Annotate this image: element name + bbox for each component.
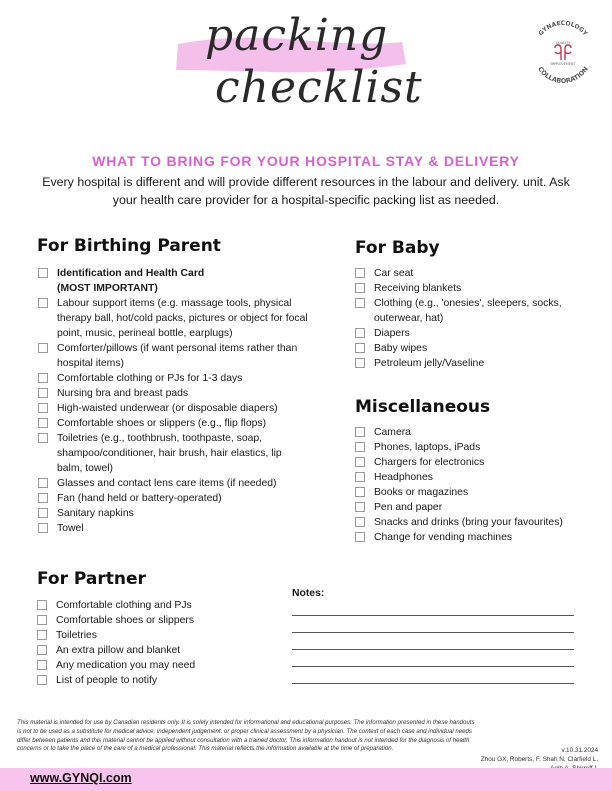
logo-small-top: QUALITY bbox=[555, 41, 571, 45]
item-label: Comfortable clothing or PJs for 1-3 days bbox=[57, 373, 243, 384]
checklist-item bbox=[355, 266, 580, 281]
checklist-item bbox=[355, 281, 580, 296]
title-line-2: checklist bbox=[215, 62, 423, 113]
item-label: Fan (hand held or battery-operated) bbox=[57, 493, 222, 504]
checklist-item bbox=[355, 485, 580, 500]
checkbox[interactable] bbox=[37, 600, 47, 610]
checklist-item bbox=[355, 326, 580, 341]
miscellaneous-list bbox=[355, 425, 580, 545]
checkbox[interactable] bbox=[355, 283, 365, 293]
checklist-item bbox=[38, 386, 308, 401]
checkbox[interactable] bbox=[355, 457, 365, 467]
checklist-item bbox=[38, 476, 308, 491]
checklist-item bbox=[37, 673, 277, 688]
checklist-item bbox=[355, 425, 580, 440]
baby-list bbox=[355, 266, 580, 371]
checkbox[interactable] bbox=[355, 343, 365, 353]
baby-heading: For Baby bbox=[355, 238, 440, 258]
checkbox[interactable] bbox=[355, 442, 365, 452]
item-label: Change for vending machines bbox=[374, 532, 513, 543]
notes-line[interactable] bbox=[292, 666, 574, 667]
checklist-item bbox=[38, 296, 308, 341]
checkbox[interactable] bbox=[355, 298, 365, 308]
checkbox[interactable] bbox=[355, 532, 365, 542]
intro-text: Every hospital is different and will provide different resources in the labour and delivery. unit. Ask your health care provider for a hospital-specific packing list as needed. bbox=[42, 175, 570, 207]
checklist-item bbox=[355, 500, 580, 515]
version-label: v.10.31.2024 bbox=[561, 747, 598, 754]
birthing-parent-heading: For Birthing Parent bbox=[37, 236, 221, 256]
checklist-item bbox=[38, 506, 308, 521]
checkbox[interactable] bbox=[355, 328, 365, 338]
item-label: Glasses and contact lens care items (if needed) bbox=[57, 478, 277, 489]
gynqi-logo bbox=[528, 14, 598, 94]
item-sublabel: (MOST IMPORTANT) bbox=[57, 283, 158, 294]
checklist-item bbox=[38, 491, 308, 506]
checklist-item bbox=[37, 643, 277, 658]
checklist-item bbox=[355, 455, 580, 470]
checklist-item bbox=[355, 440, 580, 455]
logo-small-bottom: IMPROVEMENT bbox=[550, 62, 576, 66]
checkbox[interactable] bbox=[355, 268, 365, 278]
item-label: Towel bbox=[57, 523, 84, 534]
checkbox[interactable] bbox=[38, 343, 48, 353]
item-label: Pen and paper bbox=[374, 502, 443, 513]
logo-top-text: GYNAECOLOGY bbox=[537, 19, 589, 38]
notes-label: Notes: bbox=[292, 588, 325, 599]
checklist-item bbox=[38, 371, 308, 386]
item-label: Snacks and drinks (bring your favourites) bbox=[374, 517, 563, 528]
website-link[interactable]: www.GYNQI.com bbox=[30, 771, 132, 785]
item-label: Clothing (e.g., 'onesies', sleepers, socks, outerwear, hat) bbox=[374, 298, 562, 324]
checklist-item bbox=[37, 658, 277, 673]
checkbox[interactable] bbox=[37, 645, 47, 655]
checkbox[interactable] bbox=[38, 493, 48, 503]
item-label: Car seat bbox=[374, 268, 414, 279]
item-label: Chargers for electronics bbox=[374, 457, 485, 468]
notes-line[interactable] bbox=[292, 649, 574, 650]
checkbox[interactable] bbox=[38, 298, 48, 308]
checkbox[interactable] bbox=[37, 630, 47, 640]
disclaimer-text: This material is intended for use by Canadian residents only. It is solely intended for informational and educational purposes. The information presented in these handouts is not to be used as a substitute for medical advice, independent judgement, or proper clinical assessment by a physician. The context of each case and individual needs differ between patients and this material cannot be applied without consultation with a trained doctor. This information handout is not intended for the diagnosis of health concerns or to take the place of the care of a medical professional. This material reflects the information available at the time of preparation. bbox=[17, 719, 475, 753]
checkbox[interactable] bbox=[355, 502, 365, 512]
checkbox[interactable] bbox=[355, 427, 365, 437]
checkbox[interactable] bbox=[355, 358, 365, 368]
checkbox[interactable] bbox=[38, 403, 48, 413]
checkbox[interactable] bbox=[38, 508, 48, 518]
checklist-item bbox=[355, 470, 580, 485]
checklist-item bbox=[38, 521, 308, 536]
item-label: Comfortable shoes or slippers bbox=[56, 615, 195, 626]
partner-list bbox=[37, 598, 277, 688]
checkbox[interactable] bbox=[38, 523, 48, 533]
checklist-item bbox=[37, 628, 277, 643]
item-label: Sanitary napkins bbox=[57, 508, 134, 519]
item-label: High-waisted underwear (or disposable diapers) bbox=[57, 403, 278, 414]
checklist-item bbox=[38, 341, 308, 371]
logo-bottom-text: COLLABORATION bbox=[536, 65, 590, 86]
checklist-item bbox=[38, 401, 308, 416]
item-label: Diapers bbox=[374, 328, 410, 339]
item-label: Camera bbox=[374, 427, 411, 438]
item-label: Comfortable clothing and PJs bbox=[56, 600, 192, 611]
checkbox[interactable] bbox=[37, 675, 47, 685]
checklist-item bbox=[355, 296, 580, 326]
checklist-item bbox=[37, 613, 277, 628]
miscellaneous-heading: Miscellaneous bbox=[355, 397, 491, 417]
item-label: An extra pillow and blanket bbox=[56, 645, 181, 656]
item-label: Identification and Health Card bbox=[57, 268, 205, 279]
item-label: Toiletries bbox=[56, 630, 97, 641]
notes-line[interactable] bbox=[292, 683, 574, 684]
checkbox[interactable] bbox=[37, 660, 47, 670]
item-label: Any medication you may need bbox=[56, 660, 196, 671]
authors-label: Zhou GX, Roberts, F, Shah N, Clarfield L, bbox=[480, 756, 598, 763]
notes-line[interactable] bbox=[292, 632, 574, 633]
item-label: Baby wipes bbox=[374, 343, 428, 354]
checklist-item bbox=[38, 266, 308, 296]
svg-text:GYNAECOLOGY bbox=[537, 20, 589, 38]
checkbox[interactable] bbox=[38, 478, 48, 488]
title-line-1: packing bbox=[205, 10, 389, 61]
item-label: Comforter/pillows (if want personal items rather than hospital items) bbox=[57, 343, 298, 369]
checkbox[interactable] bbox=[38, 418, 48, 428]
checklist-item bbox=[38, 431, 308, 476]
birthing-parent-list bbox=[38, 266, 308, 536]
checkbox[interactable] bbox=[355, 472, 365, 482]
checklist-item bbox=[37, 598, 277, 613]
checklist-item bbox=[355, 530, 580, 545]
checklist-item bbox=[355, 356, 580, 371]
checkbox[interactable] bbox=[355, 487, 365, 497]
checkbox[interactable] bbox=[38, 373, 48, 383]
item-label: Headphones bbox=[374, 472, 433, 483]
item-label: Comfortable shoes or slippers (e.g., flip flops) bbox=[57, 418, 267, 429]
checklist-item bbox=[355, 341, 580, 356]
partner-heading: For Partner bbox=[37, 569, 146, 589]
checklist-item bbox=[355, 515, 580, 530]
item-label: Books or magazines bbox=[374, 487, 469, 498]
checkbox[interactable] bbox=[355, 517, 365, 527]
item-label: Nursing bra and breast pads bbox=[57, 388, 189, 399]
notes-line[interactable] bbox=[292, 615, 574, 616]
svg-text:COLLABORATION bbox=[536, 65, 590, 85]
checkbox[interactable] bbox=[38, 268, 48, 278]
subtitle: WHAT TO BRING FOR YOUR HOSPITAL STAY & DELIVERY bbox=[92, 153, 520, 169]
checkbox[interactable] bbox=[38, 388, 48, 398]
item-label: Phones, laptops, iPads bbox=[374, 442, 481, 453]
item-label: Petroleum jelly/Vaseline bbox=[374, 358, 485, 369]
checkbox[interactable] bbox=[37, 615, 47, 625]
checklist-item bbox=[38, 416, 308, 431]
item-label: Receiving blankets bbox=[374, 283, 462, 294]
item-label: Labour support items (e.g. massage tools, physical therapy ball, hot/cold packs, pictures or object for focal point, music, perineal bottle, earplugs) bbox=[57, 298, 308, 339]
item-label: List of people to notify bbox=[56, 675, 158, 686]
item-label: Toiletries (e.g., toothbrush, toothpaste, soap, shampoo/conditioner, hair brush, hair elastics, lip balm, towel) bbox=[57, 433, 282, 474]
checkbox[interactable] bbox=[38, 433, 48, 443]
